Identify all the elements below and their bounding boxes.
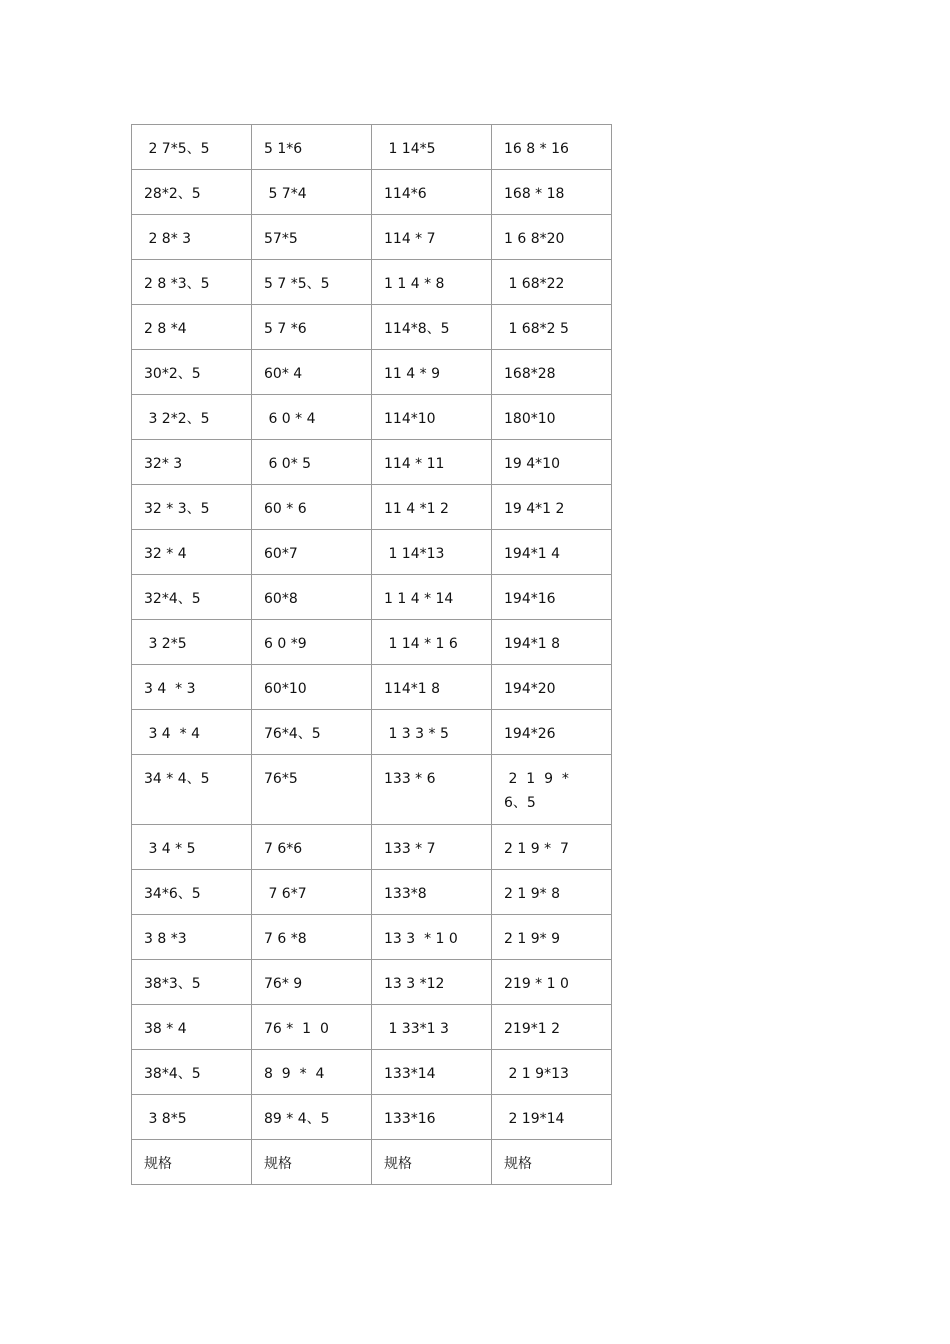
table-cell: 180*10 [492,395,612,440]
table-cell: 规格 [132,1140,252,1185]
table-cell: 3 4 * 4 [132,710,252,755]
table-cell: 16 8 * 16 [492,125,612,170]
table-row [132,350,612,395]
table-cell: 76 * 1 0 [252,1005,372,1050]
table-cell: 38*4、5 [132,1050,252,1095]
table-cell: 2 1 9*13 [492,1050,612,1095]
table-cell: 32* 3 [132,440,252,485]
table-cell: 30*2、5 [132,350,252,395]
table-cell: 133*16 [372,1095,492,1140]
table-cell: 60* 4 [252,350,372,395]
table-cell: 89 * 4、5 [252,1095,372,1140]
table-row [132,260,612,305]
table-cell: 32 * 4 [132,530,252,575]
table-cell: 7 6*7 [252,870,372,915]
table-cell: 规格 [492,1140,612,1185]
table-cell: 57*5 [252,215,372,260]
table-cell: 2 7*5、5 [132,125,252,170]
table-cell: 38 * 4 [132,1005,252,1050]
table-row [132,170,612,215]
table-cell: 1 1 4 * 8 [372,260,492,305]
table-row [132,620,612,665]
table-row [132,530,612,575]
table-row [132,215,612,260]
table-cell: 1 14*5 [372,125,492,170]
table-row [132,485,612,530]
table-cell: 2 19*14 [492,1095,612,1140]
table-cell: 2 1 9* 8 [492,870,612,915]
table-cell: 114 * 7 [372,215,492,260]
table-cell: 8 9 * 4 [252,1050,372,1095]
table-cell: 168*28 [492,350,612,395]
table-cell: 34 * 4、5 [132,755,252,825]
table-cell: 3 8 *3 [132,915,252,960]
table-cell: 194*26 [492,710,612,755]
table-row [132,305,612,350]
table-cell: 1 1 4 * 14 [372,575,492,620]
table-row [132,575,612,620]
table-cell: 76*4、5 [252,710,372,755]
table-cell: 133 * 6 [372,755,492,825]
table-row [132,125,612,170]
table-cell: 3 4 * 5 [132,825,252,870]
table-cell: 3 2*2、5 [132,395,252,440]
table-cell: 32 * 3、5 [132,485,252,530]
table-cell: 6 0 * 4 [252,395,372,440]
table-row [132,710,612,755]
table-cell: 3 4 * 3 [132,665,252,710]
table-cell: 11 4 *1 2 [372,485,492,530]
table-cell: 7 6 *8 [252,915,372,960]
table-cell: 3 2*5 [132,620,252,665]
table-cell: 规格 [372,1140,492,1185]
table-cell: 60*8 [252,575,372,620]
table-cell: 19 4*1 2 [492,485,612,530]
table-cell: 76*5 [252,755,372,825]
table-cell: 2 1 9* 9 [492,915,612,960]
table-cell: 1 3 3 * 5 [372,710,492,755]
table-cell: 60*7 [252,530,372,575]
table-row [132,665,612,710]
table-cell: 114 * 11 [372,440,492,485]
table-cell: 13 3 *12 [372,960,492,1005]
table-cell: 19 4*10 [492,440,612,485]
table-cell: 219*1 2 [492,1005,612,1050]
table-cell: 60*10 [252,665,372,710]
table-cell: 1 14*13 [372,530,492,575]
table-cell: 5 7*4 [252,170,372,215]
table-cell: 114*10 [372,395,492,440]
table-cell: 133*14 [372,1050,492,1095]
table-row [132,915,612,960]
table-cell: 7 6*6 [252,825,372,870]
table-cell: 1 6 8*20 [492,215,612,260]
spec-table [131,124,612,1185]
table-cell: 28*2、5 [132,170,252,215]
table-cell: 6 0* 5 [252,440,372,485]
table-row [132,1095,612,1140]
table-cell: 194*20 [492,665,612,710]
table-row [132,870,612,915]
table-cell: 13 3 * 1 0 [372,915,492,960]
table-cell: 60 * 6 [252,485,372,530]
table-row [132,960,612,1005]
table-footer-row [132,1140,612,1185]
table-cell: 11 4 * 9 [372,350,492,395]
table-cell: 32*4、5 [132,575,252,620]
table-cell: 168 * 18 [492,170,612,215]
spec-table-body [132,125,612,1185]
table-cell: 2 8 *3、5 [132,260,252,305]
table-cell: 114*8、5 [372,305,492,350]
table-cell: 114*6 [372,170,492,215]
table-cell: 194*1 8 [492,620,612,665]
table-cell: 规格 [252,1140,372,1185]
table-cell: 2 1 9 * 7 [492,825,612,870]
table-row [132,440,612,485]
table-row [132,1005,612,1050]
table-row [132,1050,612,1095]
table-cell: 114*1 8 [372,665,492,710]
table-cell: 38*3、5 [132,960,252,1005]
table-cell: 194*16 [492,575,612,620]
table-row [132,825,612,870]
table-cell: 76* 9 [252,960,372,1005]
table-cell: 6 0 *9 [252,620,372,665]
table-cell: 1 33*1 3 [372,1005,492,1050]
table-cell: 3 8*5 [132,1095,252,1140]
table-cell: 133 * 7 [372,825,492,870]
table-cell: 34*6、5 [132,870,252,915]
table-cell: 5 1*6 [252,125,372,170]
table-cell: 2 8* 3 [132,215,252,260]
table-cell: 2 8 *4 [132,305,252,350]
table-cell: 5 7 *5、5 [252,260,372,305]
table-cell: 1 14 * 1 6 [372,620,492,665]
table-cell: 219 * 1 0 [492,960,612,1005]
table-cell: 1 68*2 5 [492,305,612,350]
table-row [132,755,612,825]
table-cell: 194*1 4 [492,530,612,575]
table-row [132,395,612,440]
table-cell: 1 68*22 [492,260,612,305]
table-cell: 2 1 9 * 6、5 [492,755,612,825]
table-cell: 133*8 [372,870,492,915]
table-cell: 5 7 *6 [252,305,372,350]
